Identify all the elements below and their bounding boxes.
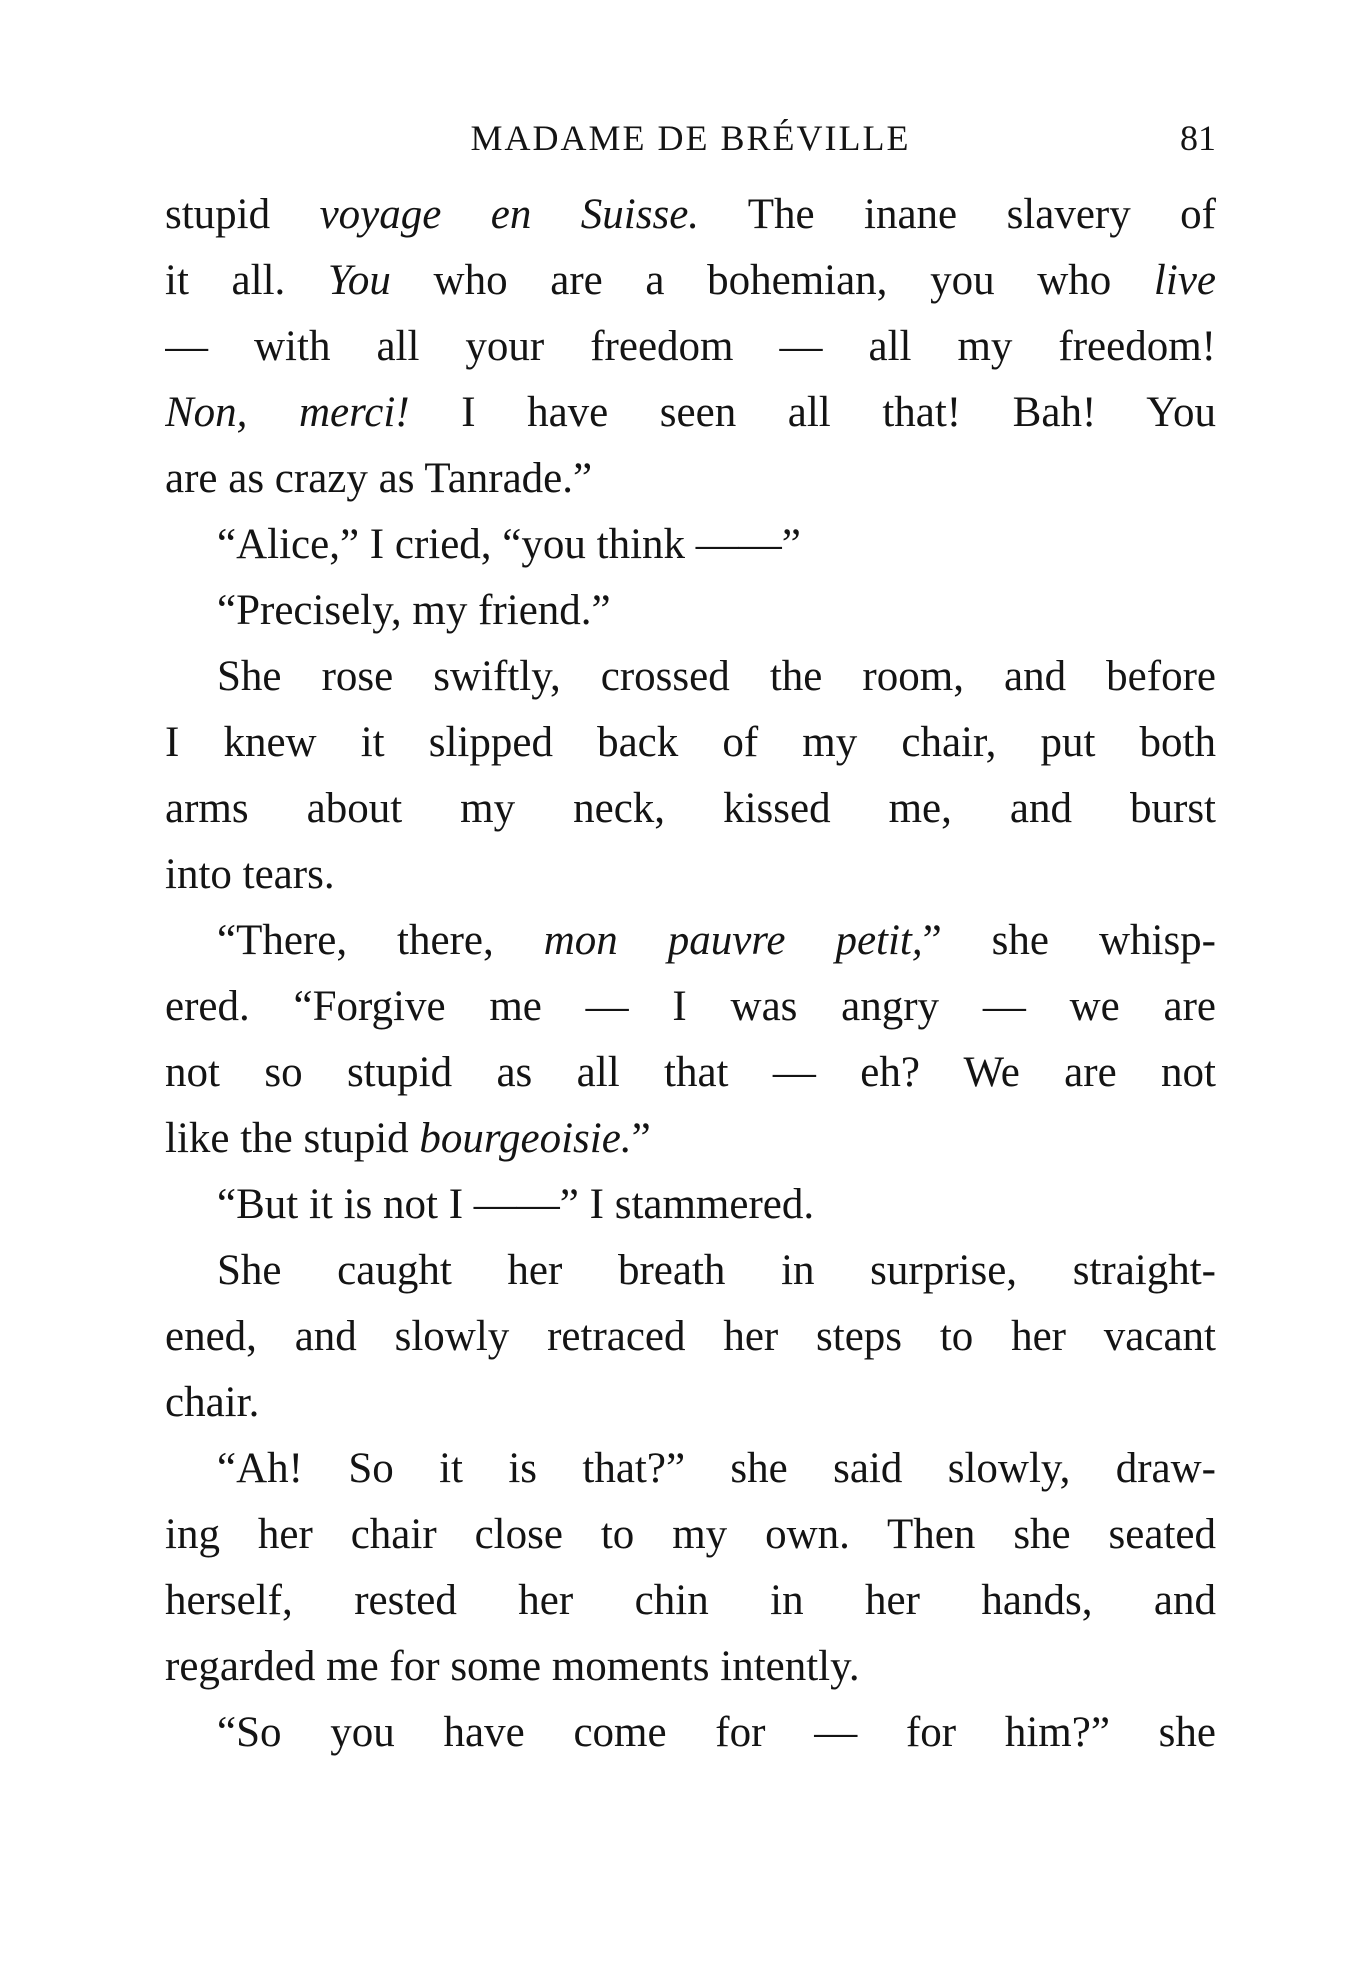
text-line [165,1502,1216,1568]
roman-text: who are a bohemian, you who [390,257,1154,304]
text-line [165,380,1216,446]
roman-text: “Precisely, my friend.” [217,587,611,634]
roman-text: arms about my neck, kissed me, and burst [165,785,1216,832]
italic-text: bourgeoisie. [419,1115,632,1162]
running-title: MADAME DE BRÉVILLE [470,118,911,158]
roman-text: ened, and slowly retraced her steps to her vacant [165,1313,1216,1360]
roman-text: I have seen all that! Bah! You [409,389,1216,436]
text-line [165,182,1216,248]
roman-text: She rose swiftly, crossed the room, and before [217,653,1216,700]
roman-text: She caught her breath in surprise, straight- [217,1247,1216,1294]
text-line [165,908,1216,974]
text-line [165,512,1216,578]
text-line [165,776,1216,842]
text-line [165,1238,1216,1304]
text-line [165,1304,1216,1370]
roman-text: ing her chair close to my own. Then she seated [165,1511,1216,1558]
roman-text: into tears. [165,851,335,898]
text-line [165,578,1216,644]
roman-text: not so stupid as all that — eh? We are not [165,1049,1216,1096]
text-line [165,1040,1216,1106]
roman-text: — with all your freedom — all my freedom! [165,323,1216,370]
roman-text: “There, there, [217,917,544,964]
roman-text: stupid [165,191,320,238]
text-line [165,1106,1216,1172]
roman-text: like the stupid [165,1115,420,1162]
text-line [165,248,1216,314]
text-line [165,644,1216,710]
roman-text: The inane slavery of [699,191,1216,238]
italic-text: live [1153,257,1216,304]
roman-text: I knew it slipped back of my chair, put both [165,719,1216,766]
text-line [165,1172,1216,1238]
body-text [165,182,1216,1766]
italic-text: You [327,257,391,304]
roman-text: herself, rested her chin in her hands, and [165,1577,1216,1624]
text-line [165,1370,1216,1436]
roman-text: ” she whisp- [922,917,1216,964]
roman-text: ” [631,1115,651,1162]
text-line [165,1436,1216,1502]
text-line [165,842,1216,908]
roman-text: “Ah! So it is that?” she said slowly, draw- [217,1445,1216,1492]
text-line [165,314,1216,380]
text-line [165,710,1216,776]
italic-text: voyage en Suisse. [319,191,700,238]
page-number: 81 [1180,118,1216,158]
roman-text: “Alice,” I cried, “you think ——” [217,521,801,568]
roman-text: chair. [165,1379,260,1426]
text-line [165,446,1216,512]
roman-text: ered. “Forgive me — I was angry — we are [165,983,1216,1030]
roman-text: “So you have come for — for him?” she [217,1709,1216,1756]
roman-text: are as crazy as Tanrade.” [165,455,593,502]
italic-text: Non, merci! [165,389,410,436]
text-line [165,1700,1216,1766]
text-line [165,1568,1216,1634]
running-head [165,110,1216,166]
roman-text: “But it is not I ——” I stammered. [217,1181,815,1228]
italic-text: mon pauvre petit, [543,917,923,964]
text-line [165,1634,1216,1700]
roman-text: regarded me for some moments intently. [165,1643,860,1690]
roman-text: it all. [165,257,328,304]
text-line [165,974,1216,1040]
